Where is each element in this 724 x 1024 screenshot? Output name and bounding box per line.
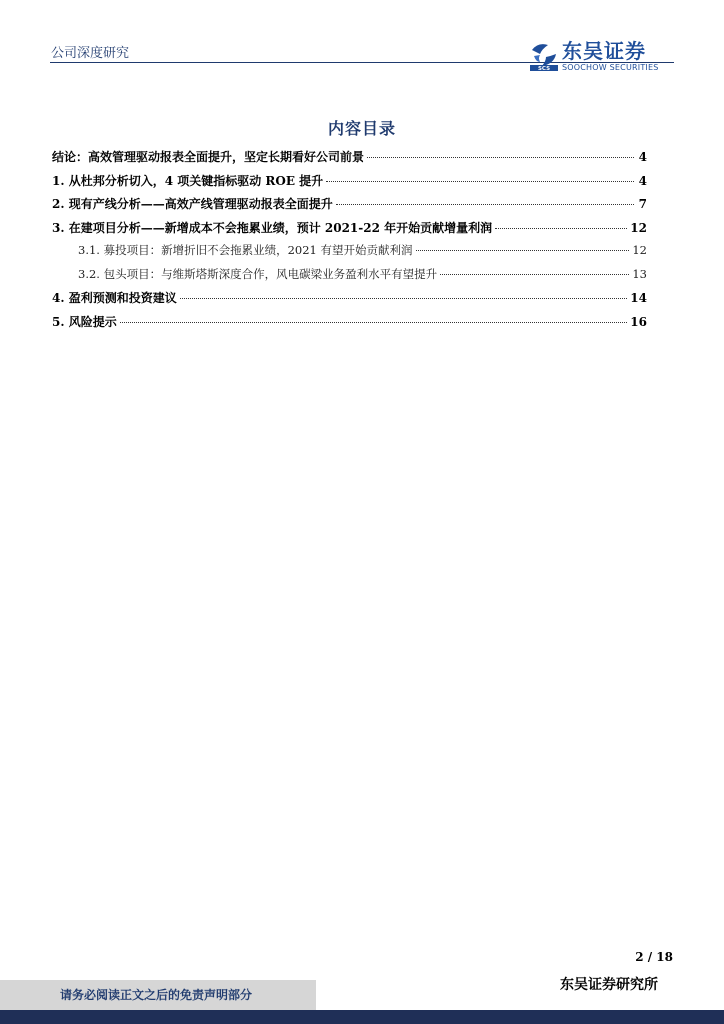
toc-leader: [326, 181, 634, 182]
footer-bar: [0, 1010, 724, 1024]
toc-entry-label: 2. 现有产线分析——高效产线管理驱动报表全面提升: [52, 197, 333, 211]
toc-title: 内容目录: [327, 119, 396, 138]
brand-logo: [528, 40, 678, 74]
toc-entry[interactable]: [52, 313, 647, 337]
toc-entry-label: 5. 风险提示: [52, 314, 117, 329]
toc-leader: [336, 204, 634, 205]
toc-entry[interactable]: [52, 195, 647, 219]
toc-entry-page: 12: [630, 220, 647, 235]
toc-entry-page: 16: [630, 314, 647, 329]
toc-subentry[interactable]: [52, 266, 647, 290]
toc-entry-label: 3.1. 募投项目：新增折旧不会拖累业绩，2021 有望开始贡献利润: [78, 243, 413, 257]
toc-subentry[interactable]: [52, 242, 647, 266]
toc-leader: [416, 250, 630, 251]
toc-leader: [120, 322, 628, 323]
toc-entry[interactable]: [52, 289, 647, 313]
page-number: 2 / 18: [635, 950, 673, 964]
toc-entry[interactable]: [52, 219, 647, 243]
logo-mark-icon: [528, 40, 560, 72]
toc-entry-label: 3. 在建项目分析——新增成本不会拖累业绩，预计 2021-22 年开始贡献增量利润: [52, 220, 493, 235]
toc-entry-page: 14: [630, 291, 647, 305]
toc-entry-page: 7: [638, 197, 647, 211]
toc-entry-page: 13: [632, 266, 647, 281]
toc-entry[interactable]: [52, 148, 647, 172]
toc-entry-label: 1. 从杜邦分析切入，4 项关键指标驱动 ROE 提升: [52, 173, 324, 188]
toc-leader: [440, 274, 629, 275]
toc-entry-label: 3.2. 包头项目：与维斯塔斯深度合作，风电碳梁业务盈利水平有望提升: [78, 266, 438, 281]
logo-mark-text: SCS: [537, 66, 551, 72]
toc-entry[interactable]: [52, 172, 647, 196]
logo-name-cn: 东吴证券: [562, 39, 646, 63]
logo-name-en: SOOCHOW SECURITIES: [562, 63, 659, 72]
footer-disclaimer: 请务必阅读正文之后的免责声明部分: [60, 988, 253, 1002]
toc-entry-label: 结论：高效管理驱动报表全面提升，坚定长期看好公司前景: [52, 150, 365, 164]
footer-firm-name: 东吴证券研究所: [560, 977, 658, 993]
toc-leader: [180, 298, 628, 299]
toc-leader: [495, 228, 627, 229]
toc-entry-page: 4: [638, 150, 647, 164]
report-type-label: 公司深度研究: [51, 46, 130, 61]
toc-entry-page: 4: [638, 173, 647, 188]
toc-entry-label: 4. 盈利预测和投资建议: [52, 291, 177, 305]
toc-leader: [367, 157, 634, 158]
table-of-contents: [52, 148, 647, 336]
toc-entry-page: 12: [632, 243, 647, 257]
